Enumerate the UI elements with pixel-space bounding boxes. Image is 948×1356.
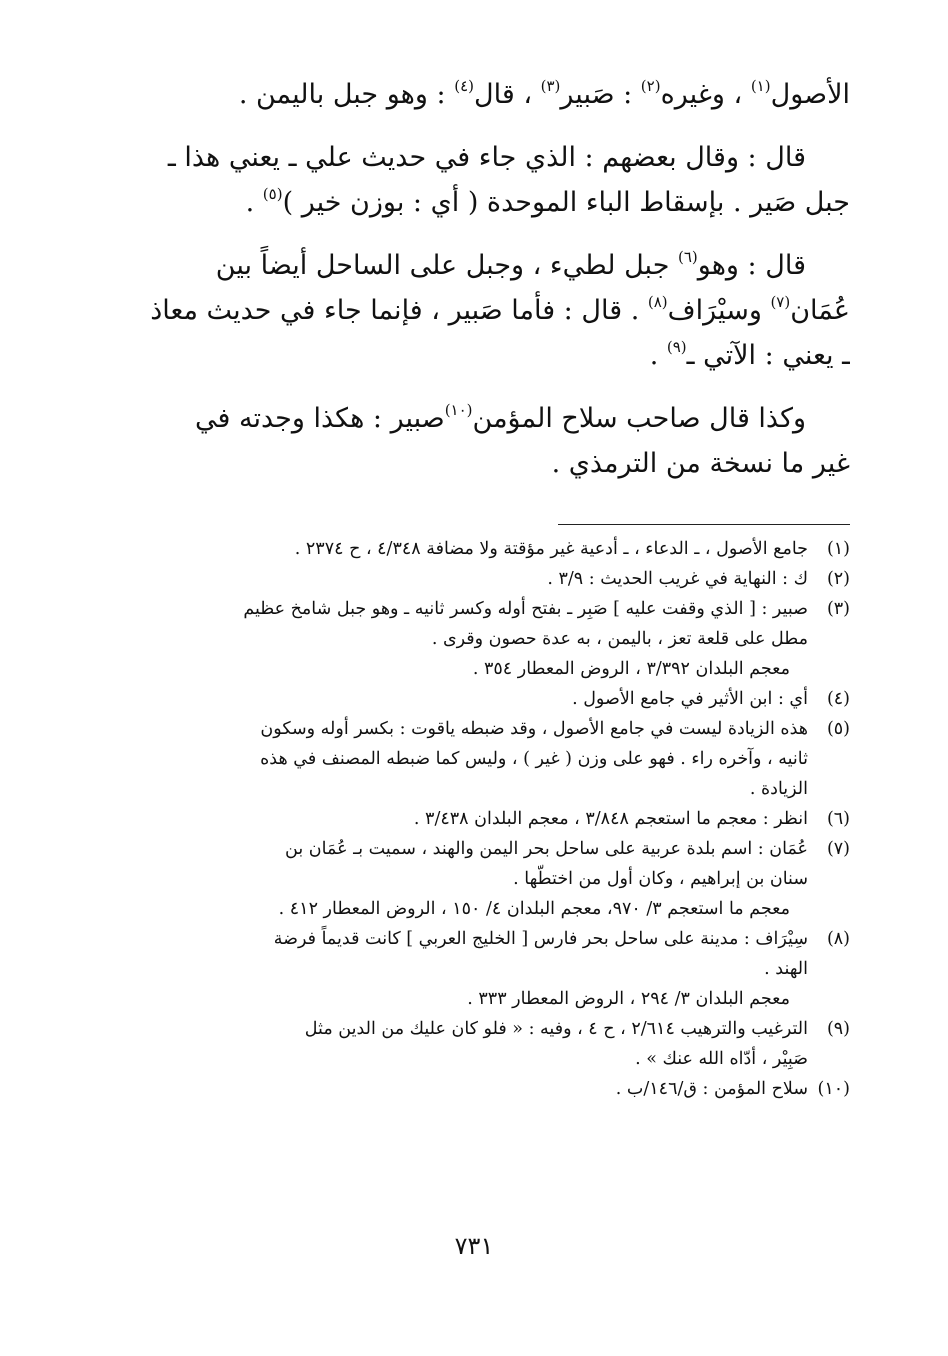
footnote-line: الترغيب والترهيب ٢/٦١٤ ، ح ٤ ، وفيه : « فلو كان عليك من الدين مثل — [304, 1019, 808, 1039]
footnote-number: (١) — [826, 539, 850, 559]
footnote-number: (٦) — [826, 809, 850, 829]
footnote-line: معجم ما استعجم ٣/ ٩٧٠، معجم البلدان ٤/ ١٥٠ ، الروض المعطار ٤١٢ . — [278, 899, 790, 919]
footnote-text — [92, 564, 808, 594]
footnote-line: صبير : [ الذي وقفت عليه ] صَبِر ـ بفتح أوله وكسر ثانيه ـ وهو جبل شامخ عظيم — [243, 599, 808, 619]
footnote-text — [92, 714, 808, 804]
footnote-text — [92, 684, 808, 714]
text-line: غير ما نسخة من الترمذي . — [551, 448, 850, 479]
footnote-marker: (١) — [750, 77, 771, 95]
footnote-text — [92, 924, 808, 1014]
footnote-marker: (٣) — [540, 77, 561, 95]
footnote-number: (٤) — [826, 689, 850, 709]
footnote-marker: (٤) — [454, 77, 474, 95]
text-line: الأصول$^{(١)}$ ، وغيره$^{(٢)}$ : صَبير$^{(٣)}$ ، قال$^{(٤)}$ : وهو جبل باليمن . — [238, 77, 850, 110]
footnote-marker: (٩) — [666, 338, 687, 356]
footnote-line: معجم البلدان ٣/٣٩٢ ، الروض المعطار ٣٥٤ . — [472, 659, 790, 679]
footnote — [92, 1014, 850, 1074]
paragraph-2 — [96, 135, 850, 225]
footnote-number: (٣) — [826, 599, 850, 619]
footnote-line: الزيادة . — [749, 779, 808, 799]
footnote-number: (٥) — [826, 719, 850, 739]
footnotes — [92, 534, 850, 1104]
footnote — [92, 804, 850, 834]
text-line: قال : وهو$^{(٦)}$ جبل لطيء ، وجبل على الساحل أيضاً بين — [215, 248, 806, 281]
footnote-line: جامع الأصول ، ـ الدعاء ، ـ أدعية غير مؤقتة ولا مضافة ٤/٣٤٨ ، ح ٢٣٧٤ . — [294, 539, 808, 559]
footnote-marker: (٥) — [262, 185, 283, 203]
footnote-marker: (٦) — [677, 248, 698, 266]
footnote — [92, 564, 850, 594]
text-line: وكذا قال صاحب سلاح المؤمن$^{(١٠)}$صبير : هكذا وجدته في — [195, 401, 806, 434]
footnote-marker: (٧) — [770, 293, 791, 311]
footnote-line: ك : النهاية في غريب الحديث : ٣/٩ . — [547, 569, 808, 589]
footnote — [92, 714, 850, 804]
footnote-line: سلاح المؤمن : ق/١٤٦/ب . — [615, 1079, 808, 1099]
footnote-line: معجم البلدان ٣/ ٢٩٤ ، الروض المعطار ٣٣٣ . — [467, 989, 790, 1009]
footnote-text — [92, 834, 808, 924]
main-text — [96, 72, 850, 486]
footnote-number: (١٠) — [817, 1079, 850, 1099]
footnote-line: أي : ابن الأثير في جامع الأصول . — [572, 689, 808, 709]
footnote-number: (٨) — [826, 929, 850, 949]
footnote-line: عُمَان : اسم بلدة عربية على ساحل بحر اليمن والهند ، سميت بـ عُمَان بن — [285, 839, 808, 859]
footnote-line: سِيْرَاف : مدينة على ساحل بحر فارس [ الخليج العربي ] كانت قديماً فرضة — [273, 929, 808, 949]
footnote — [92, 1074, 850, 1104]
footnote-text — [92, 534, 808, 564]
footnote-line: صَبِيْر ، أدّاه الله عنك » . — [635, 1049, 808, 1069]
footnote — [92, 834, 850, 924]
footnote — [92, 594, 850, 684]
footnote-number: (٢) — [826, 569, 850, 589]
footnote-number: (٩) — [826, 1019, 850, 1039]
footnote-text — [92, 594, 808, 684]
footnote-line: الهند . — [764, 959, 808, 979]
footnote-marker: (٢) — [640, 77, 661, 95]
text-line: قال : وقال بعضهم : الذي جاء في حديث علي ـ يعني هذا ـ — [167, 142, 806, 173]
footnote-line: ثانيه ، وآخره راء . فهو على وزن ( غير ) ، وليس كما ضبطه المصنف في هذه — [260, 749, 808, 769]
footnote-line: انظر : معجم ما استعجم ٣/٨٤٨ ، معجم البلدان ٣/٤٣٨ . — [413, 809, 808, 829]
footnote-separator — [558, 524, 850, 525]
footnote-line: مطل على قلعة تعز ، باليمن ، به عدة حصون وقرى . — [431, 629, 808, 649]
text-line: عُمَان$^{(٧)}$ وسيْرَاف$^{(٨)}$ . قال : فأما صَبير ، فإنما جاء في حديث معاذ — [150, 293, 850, 326]
footnote-text — [92, 804, 808, 834]
footnote — [92, 684, 850, 714]
footnote-line: سنان بن إبراهيم ، وكان أول من اختطّها . — [513, 869, 808, 889]
footnote-marker: (٨) — [647, 293, 668, 311]
paragraph-1 — [96, 72, 850, 117]
text-line: ـ يعني : الآتي ـ$^{(٩)}$ . — [649, 338, 850, 371]
text-line: جبل صَير . بإسقاط الباء الموحدة ( أي : بوزن خير )$^{(٥)}$ . — [245, 185, 850, 218]
footnote-text — [92, 1074, 808, 1104]
footnote-marker: (١٠) — [444, 401, 473, 419]
page-number: ٧٣١ — [454, 1232, 494, 1260]
footnote — [92, 534, 850, 564]
footnote-number: (٧) — [826, 839, 850, 859]
footnote — [92, 924, 850, 1014]
paragraph-3 — [96, 243, 850, 378]
paragraph-4 — [96, 396, 850, 486]
footnote-text — [92, 1014, 808, 1074]
footnote-line: هذه الزيادة ليست في جامع الأصول ، وقد ضبطه ياقوت : بكسر أوله وسكون — [260, 719, 808, 739]
